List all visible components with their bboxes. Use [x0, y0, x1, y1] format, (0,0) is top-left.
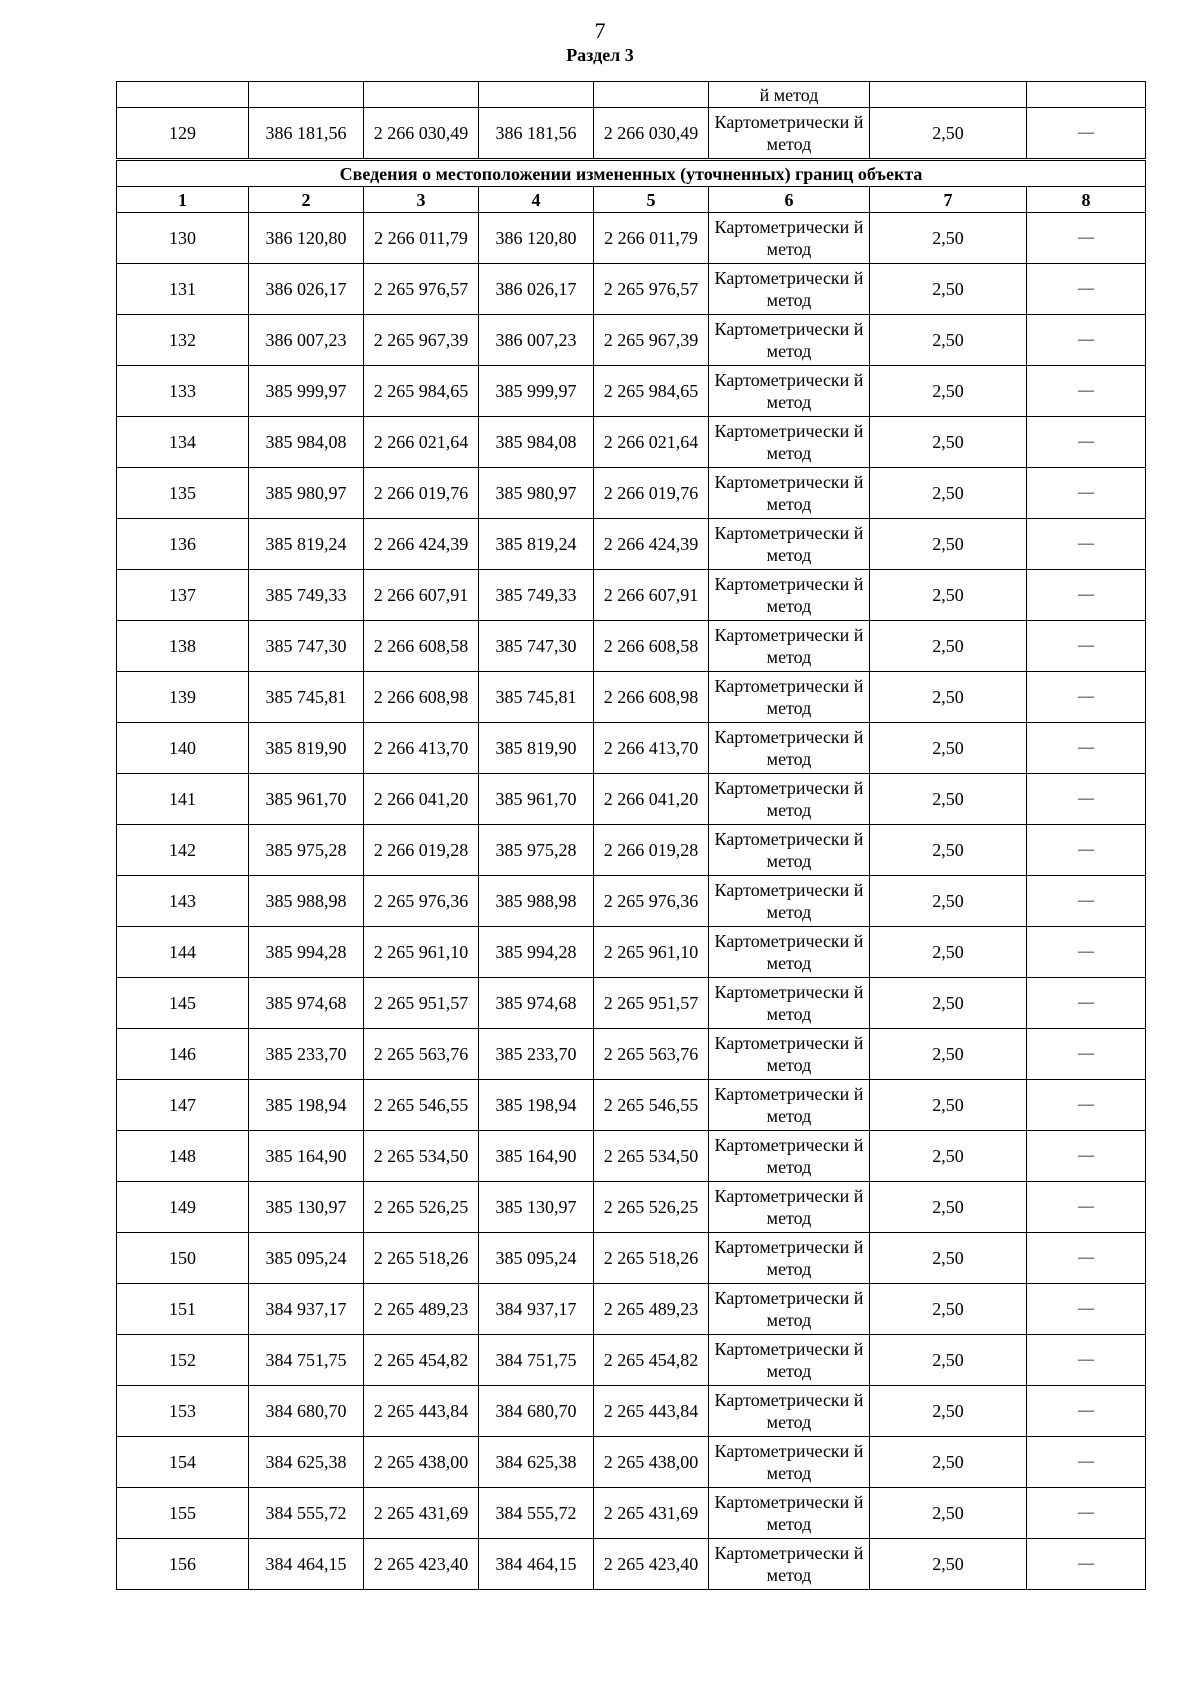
cell-c2: 386 007,23 [249, 315, 364, 366]
cell-c5: 2 265 563,76 [594, 1029, 709, 1080]
cell-c4: 384 751,75 [479, 1335, 594, 1386]
cell-accuracy: 2,50 [870, 1131, 1027, 1182]
cell-accuracy: 2,50 [870, 519, 1027, 570]
cell-accuracy: 2,50 [870, 1233, 1027, 1284]
cell-c2: 386 181,56 [249, 108, 364, 160]
cell-c4: 385 980,97 [479, 468, 594, 519]
cell-c3: 2 265 976,36 [364, 876, 479, 927]
cell-c4: 384 464,15 [479, 1539, 594, 1590]
cell-c2: 385 819,24 [249, 519, 364, 570]
cell-c5: 2 265 976,36 [594, 876, 709, 927]
cell-method: Картометрически й метод [709, 927, 870, 978]
point-number: 151 [117, 1284, 249, 1335]
table-row [117, 1284, 1146, 1335]
cell-accuracy: 2,50 [870, 468, 1027, 519]
cell-c2: 385 994,28 [249, 927, 364, 978]
cell-c5: 2 266 607,91 [594, 570, 709, 621]
point-number: 153 [117, 1386, 249, 1437]
cell-c3: 2 265 534,50 [364, 1131, 479, 1182]
column-number: 2 [249, 187, 364, 213]
column-numbers-row [117, 187, 1146, 213]
cell-c4: 384 680,70 [479, 1386, 594, 1437]
cell-accuracy: 2,50 [870, 1539, 1027, 1590]
cell-c2: 384 680,70 [249, 1386, 364, 1437]
cell-c3: 2 265 961,10 [364, 927, 479, 978]
cell-c4: 385 747,30 [479, 621, 594, 672]
cell-accuracy: 2,50 [870, 1284, 1027, 1335]
cell-c5: 2 265 454,82 [594, 1335, 709, 1386]
table-row [117, 213, 1146, 264]
cell-accuracy: 2,50 [870, 570, 1027, 621]
cell-method: Картометрически й метод [709, 1029, 870, 1080]
cell-c3: 2 265 454,82 [364, 1335, 479, 1386]
cell-c5: 2 265 423,40 [594, 1539, 709, 1590]
cell-c8: — [1027, 1539, 1146, 1590]
point-number: 146 [117, 1029, 249, 1080]
table-row [117, 1131, 1146, 1182]
cell-method: Картометрически й метод [709, 570, 870, 621]
point-number: 129 [117, 108, 249, 160]
cell-c5: 2 266 608,98 [594, 672, 709, 723]
cell-accuracy: 2,50 [870, 1335, 1027, 1386]
column-number: 7 [870, 187, 1027, 213]
cell-method: Картометрически й метод [709, 1437, 870, 1488]
cell-c2: 385 974,68 [249, 978, 364, 1029]
cell-c3: 2 265 976,57 [364, 264, 479, 315]
table-row [117, 468, 1146, 519]
cell-c8: — [1027, 672, 1146, 723]
cell-c8: — [1027, 723, 1146, 774]
cell-c8: — [1027, 876, 1146, 927]
continuation-row [117, 82, 1146, 108]
continuation-text: й метод [709, 82, 870, 108]
cell-c5: 2 266 011,79 [594, 213, 709, 264]
cell-c4: 385 130,97 [479, 1182, 594, 1233]
cell-method: Картометрически й метод [709, 468, 870, 519]
cell-c4: 385 164,90 [479, 1131, 594, 1182]
cell-c2: 385 961,70 [249, 774, 364, 825]
cell-c3: 2 265 546,55 [364, 1080, 479, 1131]
cell-c2: 385 988,98 [249, 876, 364, 927]
cell-c4: 386 181,56 [479, 108, 594, 160]
cell-c8: — [1027, 1233, 1146, 1284]
cell-method: Картометрически й метод [709, 876, 870, 927]
cell-method: Картометрически й метод [709, 519, 870, 570]
cell-method: Картометрически й метод [709, 774, 870, 825]
cell-c3: 2 266 011,79 [364, 213, 479, 264]
point-number: 137 [117, 570, 249, 621]
cell-method: Картометрически й метод [709, 1539, 870, 1590]
table-row [117, 672, 1146, 723]
cell-method: Картометрически й метод [709, 825, 870, 876]
cell-c8: — [1027, 1182, 1146, 1233]
cell-c3: 2 265 489,23 [364, 1284, 479, 1335]
cell-c4: 385 994,28 [479, 927, 594, 978]
point-number: 132 [117, 315, 249, 366]
cell-method: Картометрически й метод [709, 1488, 870, 1539]
cell-c5: 2 265 443,84 [594, 1386, 709, 1437]
point-number: 139 [117, 672, 249, 723]
cell-c3: 2 265 438,00 [364, 1437, 479, 1488]
cell-c4: 385 198,94 [479, 1080, 594, 1131]
point-number: 142 [117, 825, 249, 876]
cell-c8: — [1027, 519, 1146, 570]
cell-c4: 384 625,38 [479, 1437, 594, 1488]
table-row [117, 621, 1146, 672]
cell-c3: 2 265 431,69 [364, 1488, 479, 1539]
cell-c3: 2 265 423,40 [364, 1539, 479, 1590]
cell-c2: 385 233,70 [249, 1029, 364, 1080]
cell-c8: — [1027, 927, 1146, 978]
cell-c2: 385 745,81 [249, 672, 364, 723]
cell-method: Картометрически й метод [709, 366, 870, 417]
point-number: 156 [117, 1539, 249, 1590]
table-row [117, 1386, 1146, 1437]
cell-c2: 385 198,94 [249, 1080, 364, 1131]
table-row [117, 1488, 1146, 1539]
cell-c5: 2 266 030,49 [594, 108, 709, 160]
cell-accuracy: 2,50 [870, 1080, 1027, 1131]
cell-accuracy: 2,50 [870, 621, 1027, 672]
cell-c4: 385 745,81 [479, 672, 594, 723]
cell-c8: — [1027, 417, 1146, 468]
cell-c4: 386 120,80 [479, 213, 594, 264]
cell-accuracy: 2,50 [870, 978, 1027, 1029]
point-number: 141 [117, 774, 249, 825]
point-number: 152 [117, 1335, 249, 1386]
table-row [117, 417, 1146, 468]
cell-c8: — [1027, 621, 1146, 672]
cell-c4: 385 749,33 [479, 570, 594, 621]
page-number: 7 [594, 18, 606, 43]
table-row [117, 1182, 1146, 1233]
table-row [117, 108, 1146, 160]
point-number: 133 [117, 366, 249, 417]
cell-accuracy: 2,50 [870, 723, 1027, 774]
column-number: 4 [479, 187, 594, 213]
cell-c4: 385 988,98 [479, 876, 594, 927]
cell-c4: 385 999,97 [479, 366, 594, 417]
cell-c2: 385 747,30 [249, 621, 364, 672]
cell-c5: 2 265 976,57 [594, 264, 709, 315]
cell-accuracy: 2,50 [870, 774, 1027, 825]
cell-method: Картометрически й метод [709, 1080, 870, 1131]
cell-c8: — [1027, 366, 1146, 417]
cell-c8: — [1027, 1488, 1146, 1539]
cell-method: Картометрически й метод [709, 1284, 870, 1335]
table-row [117, 1080, 1146, 1131]
cell-c4: 386 026,17 [479, 264, 594, 315]
cell-method: Картометрически й метод [709, 315, 870, 366]
cell-c2: 384 751,75 [249, 1335, 364, 1386]
cell-method: Картометрически й метод [709, 417, 870, 468]
cell-accuracy: 2,50 [870, 876, 1027, 927]
cell-c2: 385 999,97 [249, 366, 364, 417]
cell-c3: 2 266 019,76 [364, 468, 479, 519]
cell-method: Картометрически й метод [709, 978, 870, 1029]
coordinates-table [116, 81, 1146, 1590]
cell-method: Картометрически й метод [709, 264, 870, 315]
cell-c3: 2 265 443,84 [364, 1386, 479, 1437]
cell-c8: — [1027, 108, 1146, 160]
cell-method: Картометрически й метод [709, 213, 870, 264]
cell-c8: — [1027, 1029, 1146, 1080]
cell-c3: 2 266 021,64 [364, 417, 479, 468]
point-number: 136 [117, 519, 249, 570]
point-number: 134 [117, 417, 249, 468]
cell-accuracy: 2,50 [870, 1488, 1027, 1539]
cell-c8: — [1027, 570, 1146, 621]
column-number: 6 [709, 187, 870, 213]
cell-c3: 2 266 608,98 [364, 672, 479, 723]
table-row [117, 264, 1146, 315]
cell-c8: — [1027, 825, 1146, 876]
cell-method: Картометрически й метод [709, 1233, 870, 1284]
cell-c8: — [1027, 315, 1146, 366]
cell-c3: 2 266 424,39 [364, 519, 479, 570]
cell-c2: 385 975,28 [249, 825, 364, 876]
cell-c4: 385 984,08 [479, 417, 594, 468]
cell-accuracy: 2,50 [870, 825, 1027, 876]
cell-c5: 2 265 431,69 [594, 1488, 709, 1539]
cell-c8: — [1027, 774, 1146, 825]
point-number: 140 [117, 723, 249, 774]
cell-c4: 385 974,68 [479, 978, 594, 1029]
cell-c3: 2 265 984,65 [364, 366, 479, 417]
cell-c3: 2 265 526,25 [364, 1182, 479, 1233]
cell-c4: 386 007,23 [479, 315, 594, 366]
cell-c2: 384 555,72 [249, 1488, 364, 1539]
point-number: 135 [117, 468, 249, 519]
cell-c3: 2 265 967,39 [364, 315, 479, 366]
cell-accuracy: 2,50 [870, 1386, 1027, 1437]
cell-method: Картометрически й метод [709, 108, 870, 160]
table-row [117, 1233, 1146, 1284]
cell-c2: 384 937,17 [249, 1284, 364, 1335]
point-number: 148 [117, 1131, 249, 1182]
cell-c3: 2 266 041,20 [364, 774, 479, 825]
cell-c5: 2 265 967,39 [594, 315, 709, 366]
cell-c8: — [1027, 468, 1146, 519]
cell-c2: 385 984,08 [249, 417, 364, 468]
cell-c2: 385 164,90 [249, 1131, 364, 1182]
cell-c4: 384 937,17 [479, 1284, 594, 1335]
table-row [117, 876, 1146, 927]
cell-c8: — [1027, 264, 1146, 315]
cell-accuracy: 2,50 [870, 108, 1027, 160]
cell-method: Картометрически й метод [709, 723, 870, 774]
cell-c2: 386 120,80 [249, 213, 364, 264]
cell-c5: 2 266 021,64 [594, 417, 709, 468]
cell-c5: 2 265 518,26 [594, 1233, 709, 1284]
cell-c4: 385 233,70 [479, 1029, 594, 1080]
cell-method: Картометрически й метод [709, 1335, 870, 1386]
cell-c4: 384 555,72 [479, 1488, 594, 1539]
table-row [117, 825, 1146, 876]
cell-c5: 2 266 019,28 [594, 825, 709, 876]
column-number: 1 [117, 187, 249, 213]
cell-method: Картометрически й метод [709, 621, 870, 672]
subheading: Сведения о местоположении измененных (уточненных) границ объекта [117, 160, 1146, 187]
cell-accuracy: 2,50 [870, 417, 1027, 468]
cell-c8: — [1027, 978, 1146, 1029]
cell-c8: — [1027, 1437, 1146, 1488]
cell-c3: 2 265 518,26 [364, 1233, 479, 1284]
table-row [117, 519, 1146, 570]
cell-c5: 2 265 961,10 [594, 927, 709, 978]
cell-c3: 2 266 030,49 [364, 108, 479, 160]
cell-c4: 385 975,28 [479, 825, 594, 876]
cell-c3: 2 265 951,57 [364, 978, 479, 1029]
table-row [117, 927, 1146, 978]
point-number: 144 [117, 927, 249, 978]
table-row [117, 315, 1146, 366]
table-row [117, 1029, 1146, 1080]
point-number: 145 [117, 978, 249, 1029]
cell-c2: 384 625,38 [249, 1437, 364, 1488]
section-title: Раздел 3 [566, 45, 634, 65]
cell-c2: 386 026,17 [249, 264, 364, 315]
cell-c8: — [1027, 1284, 1146, 1335]
cell-c4: 385 961,70 [479, 774, 594, 825]
cell-c5: 2 265 984,65 [594, 366, 709, 417]
cell-c5: 2 265 438,00 [594, 1437, 709, 1488]
table-row [117, 978, 1146, 1029]
cell-c5: 2 265 546,55 [594, 1080, 709, 1131]
cell-c5: 2 265 526,25 [594, 1182, 709, 1233]
cell-accuracy: 2,50 [870, 672, 1027, 723]
cell-c8: — [1027, 1335, 1146, 1386]
cell-c8: — [1027, 1080, 1146, 1131]
cell-c5: 2 266 041,20 [594, 774, 709, 825]
point-number: 131 [117, 264, 249, 315]
table-row [117, 723, 1146, 774]
point-number: 147 [117, 1080, 249, 1131]
cell-c2: 385 819,90 [249, 723, 364, 774]
cell-accuracy: 2,50 [870, 927, 1027, 978]
cell-method: Картометрически й метод [709, 1131, 870, 1182]
cell-c4: 385 819,24 [479, 519, 594, 570]
cell-c3: 2 266 608,58 [364, 621, 479, 672]
cell-c2: 385 749,33 [249, 570, 364, 621]
cell-c2: 384 464,15 [249, 1539, 364, 1590]
table-row [117, 774, 1146, 825]
cell-c3: 2 266 413,70 [364, 723, 479, 774]
table-row [117, 570, 1146, 621]
point-number: 155 [117, 1488, 249, 1539]
cell-accuracy: 2,50 [870, 1029, 1027, 1080]
cell-c2: 385 980,97 [249, 468, 364, 519]
point-number: 138 [117, 621, 249, 672]
cell-c4: 385 095,24 [479, 1233, 594, 1284]
cell-accuracy: 2,50 [870, 264, 1027, 315]
cell-c4: 385 819,90 [479, 723, 594, 774]
point-number: 143 [117, 876, 249, 927]
column-number: 8 [1027, 187, 1146, 213]
cell-c8: — [1027, 213, 1146, 264]
cell-c8: — [1027, 1386, 1146, 1437]
cell-c2: 385 095,24 [249, 1233, 364, 1284]
cell-accuracy: 2,50 [870, 1437, 1027, 1488]
column-number: 5 [594, 187, 709, 213]
cell-accuracy: 2,50 [870, 315, 1027, 366]
cell-c5: 2 265 534,50 [594, 1131, 709, 1182]
cell-c5: 2 265 489,23 [594, 1284, 709, 1335]
cell-c3: 2 266 019,28 [364, 825, 479, 876]
cell-c5: 2 266 608,58 [594, 621, 709, 672]
cell-accuracy: 2,50 [870, 213, 1027, 264]
subheading-row [117, 160, 1146, 187]
cell-c5: 2 265 951,57 [594, 978, 709, 1029]
cell-c2: 385 130,97 [249, 1182, 364, 1233]
cell-c3: 2 266 607,91 [364, 570, 479, 621]
cell-accuracy: 2,50 [870, 366, 1027, 417]
point-number: 154 [117, 1437, 249, 1488]
cell-c5: 2 266 019,76 [594, 468, 709, 519]
column-number: 3 [364, 187, 479, 213]
table-row [117, 1335, 1146, 1386]
cell-method: Картометрически й метод [709, 1386, 870, 1437]
table-row [117, 366, 1146, 417]
cell-c3: 2 265 563,76 [364, 1029, 479, 1080]
point-number: 150 [117, 1233, 249, 1284]
point-number: 130 [117, 213, 249, 264]
table-row [117, 1539, 1146, 1590]
cell-method: Картометрически й метод [709, 672, 870, 723]
point-number: 149 [117, 1182, 249, 1233]
cell-method: Картометрически й метод [709, 1182, 870, 1233]
table-row [117, 1437, 1146, 1488]
cell-accuracy: 2,50 [870, 1182, 1027, 1233]
cell-c5: 2 266 424,39 [594, 519, 709, 570]
cell-c8: — [1027, 1131, 1146, 1182]
cell-c5: 2 266 413,70 [594, 723, 709, 774]
